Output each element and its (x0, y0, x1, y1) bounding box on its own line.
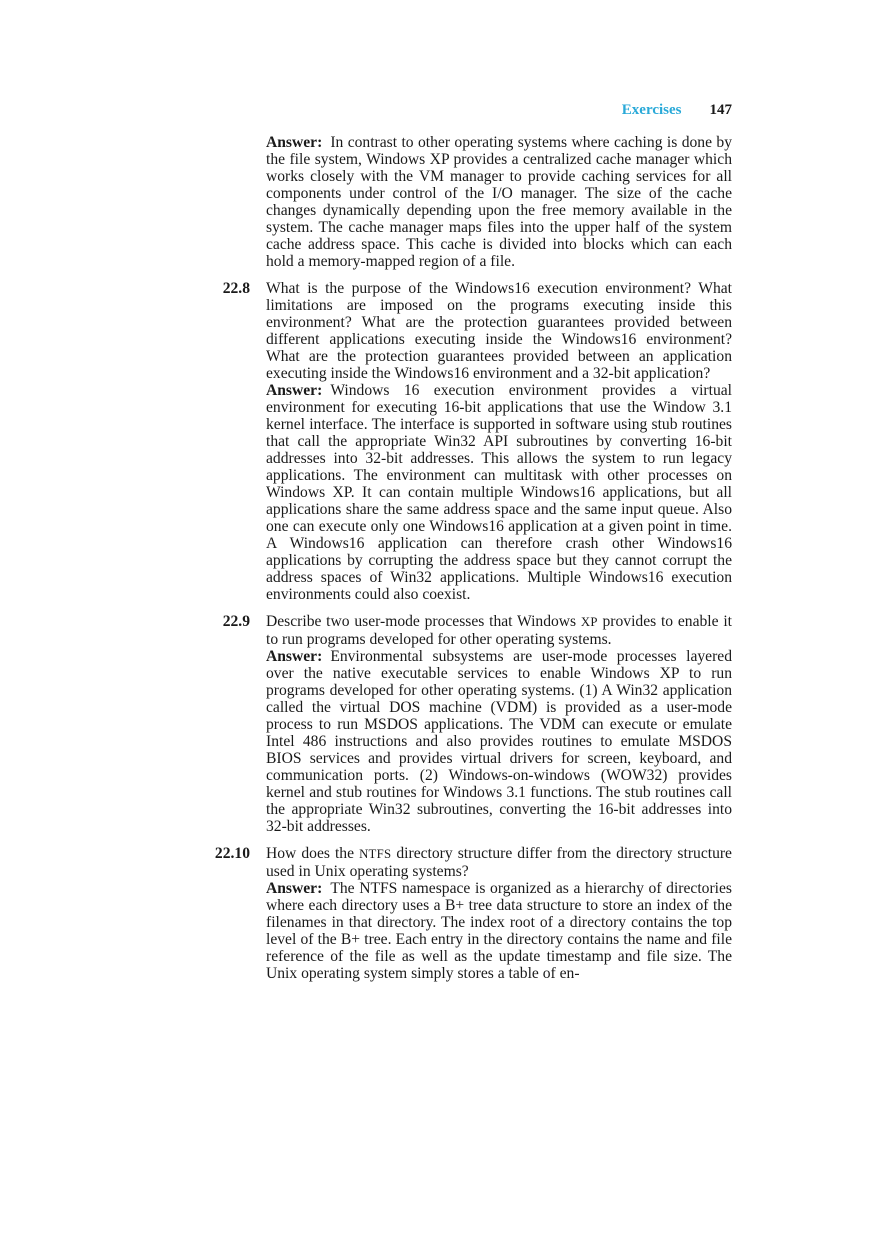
exercise-number: 22.9 (222, 613, 250, 630)
answer-text: Environmental subsystems are user-mode processes layered over the native executable services to enable Windows XP to run programs developed for other operating systems. (1) A Win32 application called the virtual DOS machine (VDM) is provided as a user-mode process to run MSDOS applications. The VDM can execute or emulate Intel 486 instructions and also provides routines to emulate MSDOS BIOS services and provides virtual drivers for screen, keyboard, and communication ports. (2) Windows-on-windows (WOW32) provides kernel and stub routines for Windows 3.1 functions. The stub routines call the appropriate Win32 subroutines, converting the 16-bit addresses into 32-bit addresses. (266, 648, 732, 835)
answer-paragraph (266, 382, 732, 603)
answer-label: Answer: (266, 880, 323, 897)
question-text (266, 613, 732, 648)
exercise-22-8 (222, 280, 732, 603)
answer-paragraph (266, 880, 732, 982)
question-text (266, 845, 732, 880)
question-text-part: provides to enable it to run programs developed for other operating systems. (266, 613, 732, 648)
answer-label: Answer: (266, 382, 323, 399)
exercise-22-9 (222, 613, 732, 835)
acronym-xp: XP (580, 615, 598, 629)
exercise-22-10 (214, 845, 732, 982)
answer-label: Answer: (266, 134, 323, 151)
acronym-ntfs: NTFS (359, 847, 392, 861)
answer-paragraph (266, 648, 732, 835)
answer-text: Windows 16 execution environment provides a virtual environment for executing 16-bit applications that use the Window 3.1 kernel interface. The interface is supported in software using stub routines that call the appropriate Win32 API subroutines by converting 16-bit addresses into 32-bit addresses. This allows the system to run legacy applications. The environment can multitask with other processes on Windows XP. It can contain multiple Windows16 applications, but all applications share the same address space and the same input queue. Also one can execute only one Windows16 application at a given point in time. A Windows16 application can therefore crash other Windows16 applications by corrupting the address space but they cannot corrupt the address spaces of Win32 applications. Multiple Windows16 execution environments could also coexist. (266, 382, 732, 603)
question-text-part: directory structure differ from the directory structure used in Unix operating systems? (266, 845, 732, 880)
question-text-part: How does the (266, 845, 360, 862)
page-body (214, 134, 732, 992)
page-number: 147 (709, 102, 732, 118)
question-text-part: Describe two user-mode processes that Windows (266, 613, 581, 630)
answer-paragraph (266, 134, 732, 270)
running-header (0, 100, 732, 120)
answer-text: In contrast to other operating systems where caching is done by the file system, Windows XP provides a centralized cache manager which works closely with the VM manager to provide caching services for all components under control of the I/O manager. The size of the cache changes dynamically depending upon the free memory available in the system. The cache manager maps files into the upper half of the system cache address space. This cache is divided into blocks which can each hold a memory-mapped region of a file. (266, 134, 732, 270)
header-section-title: Exercises (621, 102, 682, 118)
answer-block-22-7 (266, 134, 732, 270)
question-text: What is the purpose of the Windows16 execution environment? What limitations are imposed on the programs executing inside this environment? What are the protection guarantees provided between different applications executing inside the Windows16 environment? What are the protection guarantees provided between an application executing inside the Windows16 environment and a 32-bit application? (266, 280, 732, 382)
answer-text: The NTFS namespace is organized as a hierarchy of directories where each directory uses a B+ tree data structure to store an index of the filenames in that directory. The index root of a directory contains the top level of the B+ tree. Each entry in the directory contains the name and file reference of the file as well as the update timestamp and file size. The Unix operating system simply stores a table of en- (266, 880, 732, 982)
answer-label: Answer: (266, 648, 323, 665)
exercise-number: 22.8 (222, 280, 250, 297)
exercise-number: 22.10 (214, 845, 250, 862)
